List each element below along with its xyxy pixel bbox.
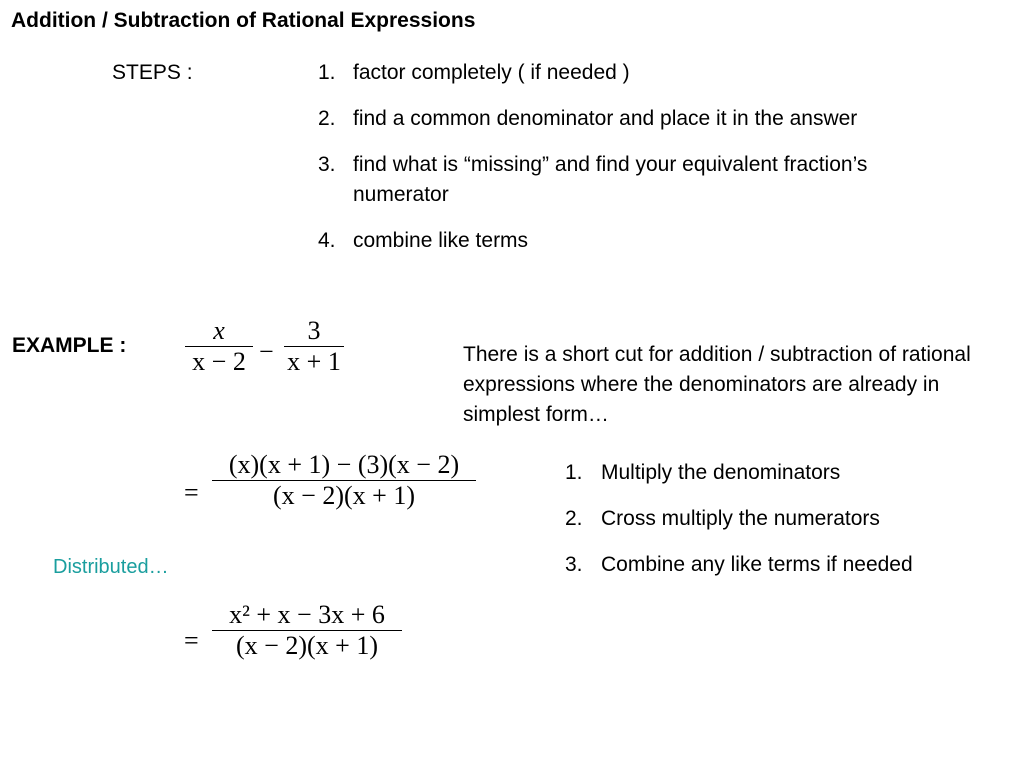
step-item-2 — [318, 104, 857, 134]
example-label: EXAMPLE : — [12, 334, 127, 357]
rule-text: Cross multiply the numerators — [601, 507, 880, 530]
step-item-4 — [318, 226, 528, 256]
shortcut-rule-3 — [565, 553, 913, 577]
fraction-2-denominator: x + 1 — [287, 347, 341, 376]
shortcut-explanation: There is a short cut for addition / subtraction of rational expressions where the denominators are already in simplest form… — [463, 343, 971, 426]
step-text — [353, 150, 867, 210]
rule-text: Multiply the denominators — [601, 461, 841, 484]
combined-denominator: (x − 2)(x + 1) — [273, 481, 415, 510]
fraction-1-numerator: x — [213, 316, 225, 345]
shortcut-rule-1 — [565, 461, 840, 485]
distributed-numerator: x² + x − 3x + 6 — [229, 600, 385, 629]
page-title: Addition / Subtraction of Rational Expressions — [11, 9, 476, 32]
combined-fraction — [212, 450, 476, 511]
shortcut-rule-2 — [565, 507, 880, 531]
step-text: combine like terms — [353, 229, 529, 252]
fraction-1-denominator: x − 2 — [192, 347, 246, 376]
distributed-fraction — [212, 600, 402, 661]
step-text-line-2: numerator — [353, 183, 449, 206]
rule-number: 2. — [565, 507, 583, 530]
distributed-note: Distributed… — [53, 556, 169, 578]
distributed-denominator: (x − 2)(x + 1) — [236, 631, 378, 660]
rule-number: 1. — [565, 461, 583, 484]
rule-text: Combine any like terms if needed — [601, 553, 913, 576]
step-number: 1. — [318, 61, 336, 84]
step-text-line-1: find what is “missing” and find your equivalent fraction’s — [353, 153, 868, 176]
equals-sign: = — [184, 478, 199, 507]
equals-sign: = — [184, 626, 199, 655]
step-number: 3. — [318, 153, 336, 176]
fraction-1 — [185, 316, 253, 377]
fraction-2-numerator: 3 — [307, 316, 321, 345]
fraction-2 — [284, 316, 344, 377]
step-item-3 — [318, 150, 867, 210]
step-number: 4. — [318, 229, 336, 252]
rule-number: 3. — [565, 553, 583, 576]
step-text: factor completely ( if needed ) — [353, 61, 630, 84]
step-item-1 — [318, 58, 630, 88]
step-text: find a common denominator and place it in the answer — [353, 107, 858, 130]
minus-operator: − — [259, 337, 274, 366]
step-number: 2. — [318, 107, 336, 130]
combined-numerator: (x)(x + 1) − (3)(x − 2) — [228, 450, 460, 479]
steps-label: STEPS : — [112, 61, 193, 84]
